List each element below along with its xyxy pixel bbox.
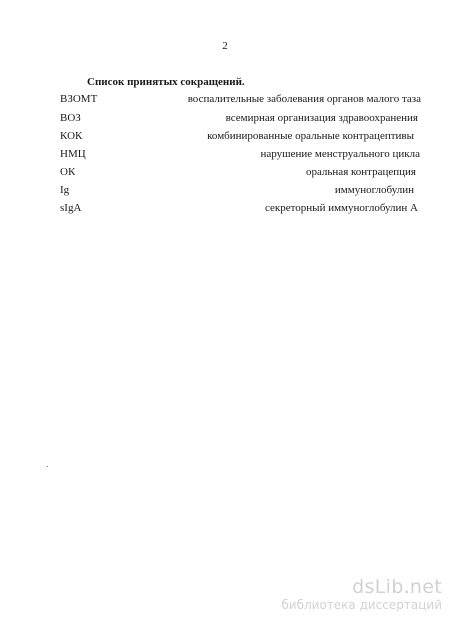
- abbreviation-term: ВОЗ: [60, 112, 81, 124]
- page-number: 2: [222, 40, 228, 52]
- abbreviation-row: [60, 112, 418, 128]
- abbreviation-row: [60, 93, 421, 109]
- abbreviation-row: [60, 148, 420, 164]
- abbreviation-definition: комбинированные оральные контрацептивы: [207, 130, 414, 142]
- abbreviation-term: КОК: [60, 130, 83, 142]
- abbreviation-definition: иммуноглобулин: [334, 184, 414, 196]
- list-heading: Список принятых сокращений.: [87, 76, 245, 88]
- abbreviation-row: [60, 166, 416, 182]
- abbreviation-term: Ig: [60, 184, 70, 196]
- abbreviation-definition: всемирная организация здравоохранения: [225, 112, 418, 124]
- abbreviation-definition: оральная контрацепция: [305, 166, 416, 178]
- abbreviation-term: sIgA: [60, 202, 82, 214]
- abbreviation-row: [60, 130, 414, 146]
- abbreviation-definition: нарушение менструального цикла: [260, 148, 420, 160]
- watermark: [278, 576, 446, 616]
- watermark-brand: [352, 576, 442, 598]
- abbreviation-definition: воспалительные заболевания органов малого таза: [187, 93, 421, 105]
- abbreviation-row: [60, 202, 418, 218]
- abbreviation-term: ОК: [60, 166, 76, 178]
- abbreviation-definition: секреторный иммуноглобулин А: [265, 202, 418, 214]
- watermark-brand-tld: net: [409, 576, 442, 598]
- watermark-caption: библиотека диссертаций: [281, 598, 442, 612]
- abbreviation-term: ВЗОМТ: [60, 93, 98, 105]
- scan-speck: [47, 466, 48, 467]
- watermark-brand-dot: .: [403, 576, 410, 598]
- abbreviation-row: [60, 184, 414, 200]
- abbreviation-term: НМЦ: [60, 148, 86, 160]
- watermark-brand-name: dsLib: [352, 576, 404, 598]
